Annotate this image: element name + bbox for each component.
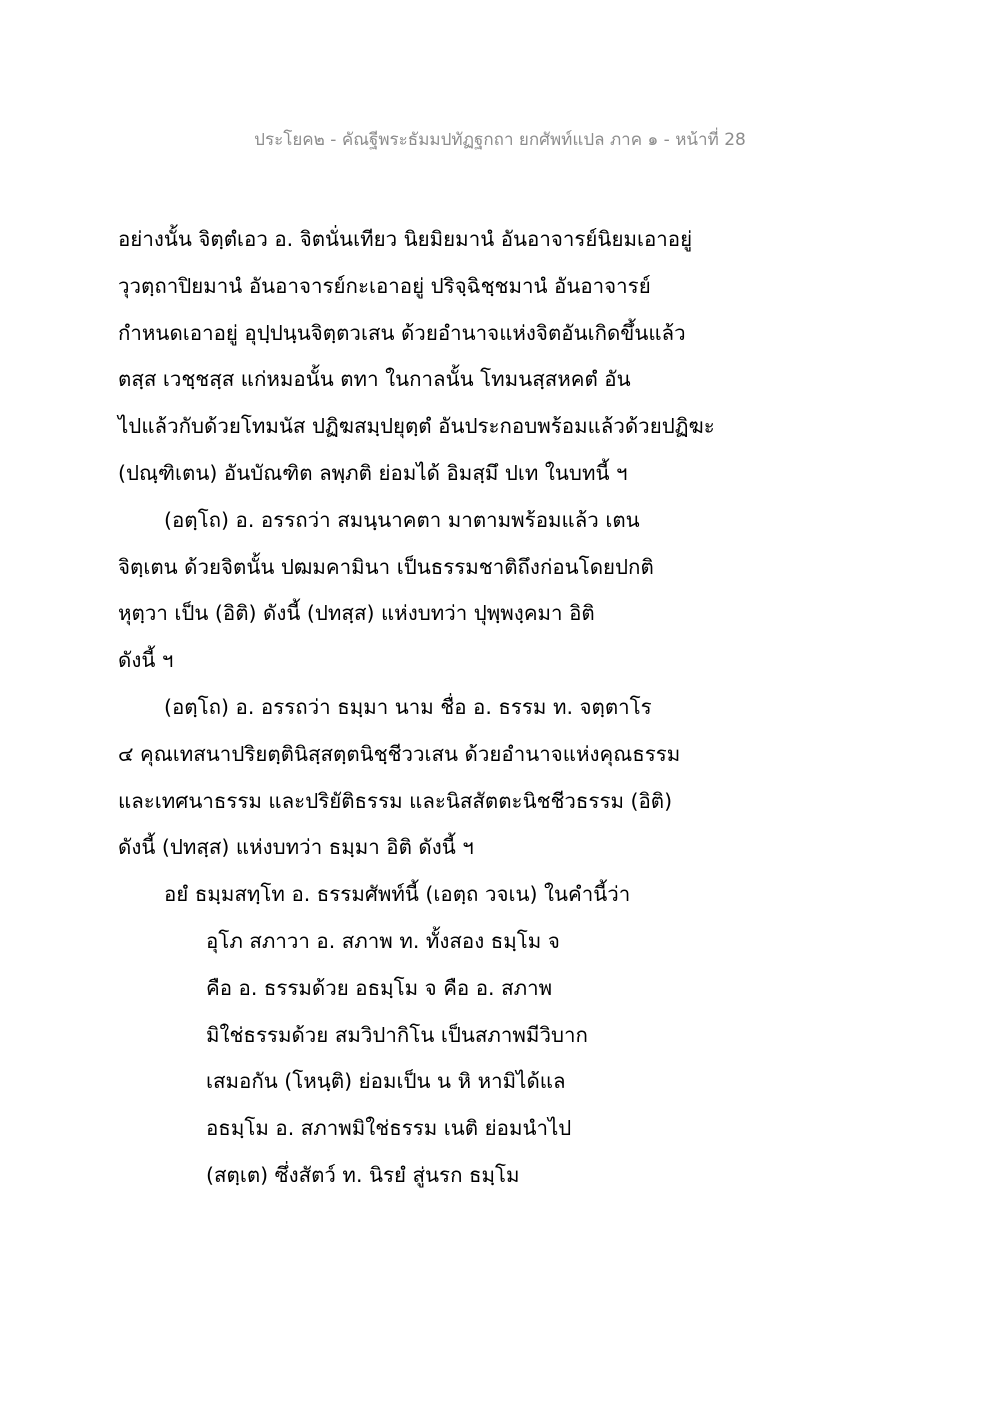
verse-line: (สตฺเต) ซึ่งสัตว์ ท. นิรยํ สู่นรก ธมฺโม — [206, 1162, 520, 1187]
text-line: ไปแล้วกับด้วยโทมนัส ปฏิฆสมฺปยุตฺตํ อันประกอบพร้อมแล้วด้วยปฏิฆะ — [118, 414, 715, 439]
running-header: ประโยค๒ - คัณฐีพระธัมมปทัฏฐกถา ยกศัพท์แปล ภาค ๑ - หน้าที่ 28 — [254, 130, 746, 150]
text-line: หุตฺวา เป็น (อิติ) ดังนี้ (ปทสฺส) แห่งบทว่า ปุพฺพงฺคมา อิติ — [118, 601, 595, 626]
text-line: ดังนี้ (ปทสฺส) แห่งบทว่า ธมฺมา อิติ ดังนี้ ฯ — [118, 835, 474, 860]
text-line: ๔ คุณเทสนาปริยตฺตินิสฺสตฺตนิชฺชีววเสน ด้วยอำนาจแห่งคุณธรรม — [118, 741, 681, 766]
text-line: และเทศนาธรรม และปริยัติธรรม และนิสสัตตะนิชชีวธรรม (อิติ) — [118, 788, 673, 813]
text-line: ตสฺส เวชฺชสฺส แก่หมอนั้น ตทา ในกาลนั้น โทมนสฺสหคตํ อัน — [118, 367, 631, 392]
paragraph-start-line: (อตฺโถ) อ. อรรถว่า สมนฺนาคตา มาตามพร้อมแล้ว เตน — [164, 507, 640, 532]
verse-line: อธมฺโม อ. สภาพมิใช่ธรรม เนติ ย่อมนำไป — [206, 1116, 572, 1141]
text-line: วุวตฺถาปิยมานํ อันอาจารย์กะเอาอยู่ ปริจฺฉิชฺชมานํ อันอาจารย์ — [118, 273, 651, 298]
verse-line: มิใช่ธรรมด้วย สมวิปากิโน เป็นสภาพมีวิบาก — [206, 1022, 588, 1047]
text-line: จิตฺเตน ด้วยจิตนั้น ปฒมคามินา เป็นธรรมชาติถึงก่อนโดยปกติ — [118, 554, 654, 579]
verse-line: อุโภ สภาวา อ. สภาพ ท. ทั้งสอง ธมฺโม จ — [206, 928, 560, 953]
verse-line: คือ อ. ธรรมด้วย อธมฺโม จ คือ อ. สภาพ — [206, 975, 553, 1000]
text-line: กำหนดเอาอยู่ อุปฺปนฺนจิตฺตวเสน ด้วยอำนาจแห่งจิตอันเกิดขึ้นแล้ว — [118, 320, 686, 345]
text-line: (ปณฺฑิเตน) อันบัณฑิต ลพฺภติ ย่อมได้ อิมสฺมึ ปเท ในบทนี้ ฯ — [118, 460, 628, 485]
body-text — [118, 216, 738, 1199]
text-line: ดังนี้ ฯ — [118, 648, 174, 673]
verse-line: เสมอกัน (โหนฺติ) ย่อมเป็น น หิ หามิได้แล — [206, 1069, 566, 1094]
paragraph-start-line: (อตฺโถ) อ. อรรถว่า ธมฺมา นาม ชื่อ อ. ธรรม ท. จตฺตาโร — [164, 694, 652, 719]
text-line: อย่างนั้น จิตฺตํเอว อ. จิตนั่นเทียว นิยมิยมานํ อันอาจารย์นิยมเอาอยู่ — [118, 227, 693, 251]
paragraph-start-line: อยํ ธมฺมสทฺโท อ. ธรรมศัพท์นี้ (เอตฺถ วจเน) ในคำนี้ว่า — [164, 882, 631, 907]
